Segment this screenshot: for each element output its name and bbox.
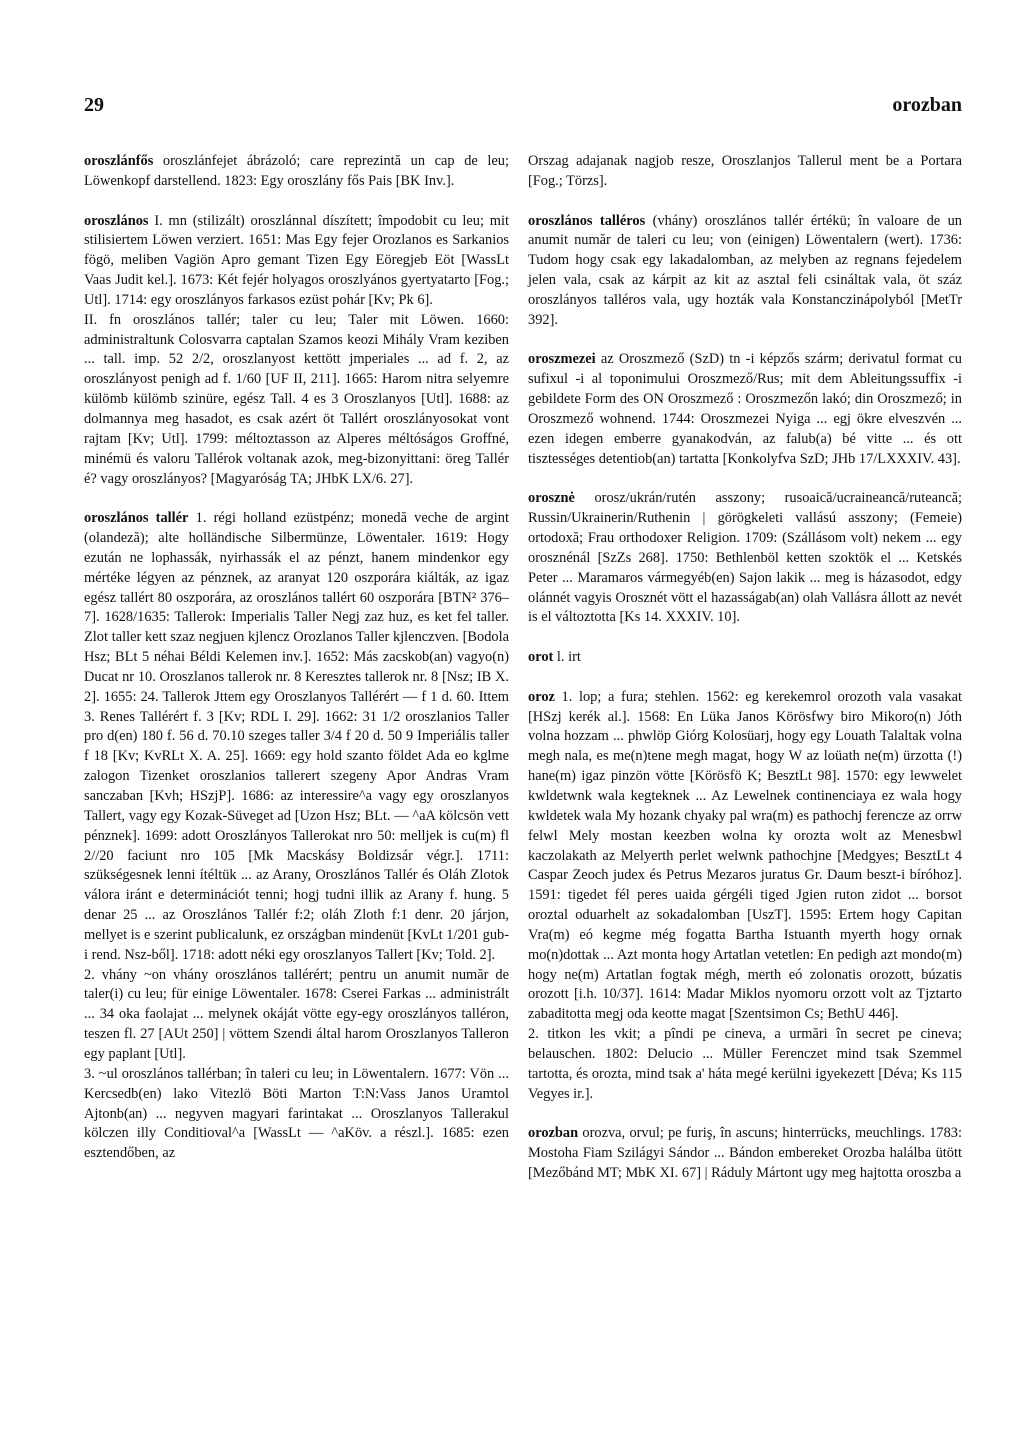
- entry-continuation: [528, 152, 962, 192]
- entry-orozban: [528, 1124, 962, 1184]
- entry-oroz: [528, 688, 962, 1025]
- definition: l. irt: [556, 649, 581, 666]
- headword: orozban: [528, 1125, 579, 1142]
- entry-oroszlanos-taller: [84, 509, 509, 965]
- entry-oroszlanos-talleros: [528, 212, 962, 331]
- entry-oroszlanos: [84, 212, 509, 311]
- definition: 2. vhány ~on vhány oroszlános tallérért; pentru un anumit număr de taler(i) cu leu; für einige Löwentaler. 1678: Cserei Farkas ... administrált ... 34 oka faolajat ... melynek okáját vötte egy-egy oroszlányos talléron, teszen fl. 27 [AUt 250] | vöttem Szendi által harom Oroszlanyos Talleron egy paplant [Utl].: [84, 966, 509, 1062]
- entry-oroszlanos-taller-sense-3: [84, 1065, 509, 1164]
- definition: 1. régi holland ezüstpénz; monedă veche de argint (olandeză); alte holländische Silbermünze, Löwentaler. 1619: Hogy ezután ne lophassák, nyirhassák el az pénzt, hanem mindenkor egy mértéke légyen az pénznek, az aranyat 120 oszporára kiálták, az igaz egész tallért 80 oszporára, az oroszlános tallért 60 oszporára [BTN² 376–7]. 1628/1635: Tallerok: Imperialis Taller Negj zaz huz, es ket fel taller. Zlot taller kett szaz negjuen kjlencz Orozlanos Taller kjlenczven. [Bodola Hsz; BLt 5 néhai Béldi Kelemen inv.]. 1652: Más zacskob(an) vagyo(n) Ducat nr 10. Oroszlanos tallerok nr. 8 Keresztes tallerok nr. 8 [Nsz; IB X. 2]. 1655: 24. Tallerok Jttem egy Oroszlanyos Tallérért — f 1 d. 60. Ittem 3. Renes Tallérért f. 3 [Kv; RDL I. 29]. 1662: 31 1/2 oroszlanios Taller pro d(en) 180 f. 56 d. 70.10 szeges taller 3/4 f 20 d. 50 9 Imperiális taller f 18 [Kv; KvRLt X. A. 25]. 1669: egy hold szanto földet Ada eo kglme zalogon Tizenket oroszlanios tallerert szegeny Apor Andras Vram sanczaban [Kvh; HSzjP]. 1686: az interessire^a vagy egy oroszlanyos Tallert, vagy egy Kozak-Süveget ad [Uzon Hsz; BLt. — ^aA kölcsön vett pénznek]. 1699: adott Oroszlányos Tallerokat nro 50: melljek is cu(m) fl 2//20 faciunt nro 105 [Mk Macskásy Boldizsár végr.]. 1711: szükségesnek lenni ítéltük ... az Arany, Oroszlános Tallér és Oláh Zlotok válora iránt e determinációt tenni; hogj tudni illik az Arany f. hung. 5 denar 25 ... az Oroszlános Tallér f:2; oláh Zloth f:1 denr. 20 járjon, mellyet is e szerint publicalunk, ez országban mindenüt [KvLt 1/201 gub-i rend. Nsz-ből]. 1718: adott néki egy oroszlanyos Tallert [Kv; Told. 2].: [84, 510, 509, 963]
- headword: oroszlános talléros: [528, 212, 646, 229]
- headword: orosznė: [528, 490, 575, 507]
- definition: I. mn (stilizált) oroszlánnal díszített; împodobit cu leu; mit stilisiertem Löwen verziert. 1651: Mas Egy fejer Orozlanos es Sarkanios fögö, meliben Vagiön Apro gemant Tizen Egy Eöregjeb Eöt [WassLt Vaas Judit kel.]. 1673: Két fejér holyagos oroszlyános gyertyatarto [Fog.; Utl]. 1714: egy oroszlányos farkasos ezüst pohár [Kv; Pk 6].: [84, 212, 509, 308]
- entry-oroszlanos-taller-sense-2: [84, 966, 509, 1065]
- entry-oroszmezei: [528, 350, 962, 469]
- definition: II. fn oroszlános tallér; taler cu leu; Taler mit Löwen. 1660: administraltunk Colosvarra captalan Szamos keozi Mihály Vram keziben ... tall. imp. 52 2/2, oroszlanyost kettött jmperiales ... ad f. 2, az oroszlányost penigh ad f. 1/60 [UF II, 211]. 1665: Harom nitra selyemre külömb külömb szinüre, egész Tall. 4 es 3 Oroszlanyos [Utl]. 1688: az dolmannya meg hasadot, es csak azért öt Tallért oroszlányosokat vont rajtam [Kv; Utl]. 1799: méltoztasson az Alperes méltóságos Groffné, minémü és valoru Tallérok voltanak azok, meg-bizonyittani: öreg Tallér é? vagy oroszlányos? [Magyaróság TA; JHbK LX/6. 27].: [84, 311, 509, 487]
- definition: 3. ~ul oroszlános tallérban; în taleri cu leu; in Löwentalern. 1677: Vön ... Kercsedb(en) lako Vitezlö Böti Marton T:N:Vass Janos Uramtol Ajtonb(an) ... negyven magyari farintakat ... Oroszlanyos Tallerakul kölczen illy Conditioval^a [WassLt — ^aKöv. a részl.]. 1685: ezen esztendőben, az: [84, 1065, 509, 1162]
- headword: orot: [528, 649, 554, 666]
- left-column: [84, 152, 509, 1164]
- entry-orot: [528, 648, 962, 668]
- definition: orosz/ukrán/rutén asszony; rusoaică/ucraineancă/ruteancă; Russin/Ukrainerin/Ruthenin | görögkeleti vallású asszony; (Femeie) ortodoxă; Frau orthodoxer Religion. 1709: (Szállásom volt) nekem ... egy orosznénál [SzZs 268]. 1750: Bethlenböl ketten szoktök el ... Ketskés Peter ... Maramaros vármegyéb(en) Sajon lakik ... meg is házasodot, edgy olánnét vagyis Orosznét vött el hazasságab(an) olah Vallásra állott az nevét is el változtotta [Ks 14. XXXIV. 10].: [528, 490, 962, 626]
- definition: Orszag adajanak nagjob resze, Oroszlanjos Tallerul ment be a Portara [Fog.; Törzs].: [528, 153, 962, 189]
- definition: 2. titkon les vkit; a pîndi pe cineva, a urmări în secret pe cineva; belauschen. 1802: Delucio ... Müller Ferenczet mind tsak Szemmel tartotta, és orozta, mind tsak a' háta megé kerülni igyekezett [Déva; Ks 115 Vegyes ir.].: [528, 1026, 962, 1102]
- entry-oroszlanos-sense-2: [84, 311, 509, 490]
- headword: oroszlános: [84, 212, 149, 229]
- right-column: [528, 152, 962, 1184]
- running-head: orozban: [892, 94, 962, 116]
- page-number: 29: [84, 94, 104, 116]
- definition: 1. lop; a fura; stehlen. 1562: eg kerekemrol orozoth vala vasakat [HSzj kerék al.]. 1568: En Lüka Janos Körösfwy biro Mikoro(n) Jóth volna hozzam ... phwlöp Giórg Kolosüarj, hogy egy Louath Talaltak volna megh nala, es me(n)tene megh magat, hogy W az loüath ne(m) ürzotta (!) hane(m) igaz pinzön vötte [Körösfö K; BesztLt 98]. 1570: egy lewwelet kwldetwnk wala kegteknek ... Az Lewelnek continenciaya ez wala hogy kwldetek wala My hozank chyaky pal wra(m) es pathochj ferencze az orrw felwl Mely mostan keezben wolna ky orozta wolt az Menesbwl kaczolakath az Melyerth perlet welwnk pathochjne [Medgyes; BesztLt 4 Caspar Zeoch judex és Petrus Mezaros juratus Gr. Daum beszt-i bíróhoz]. 1591: tigedet fél peres uaida gérgéli tiged Jgien ruton zidot ... borsot oroztal oduarhelt az sokadalomban [UszT]. 1595: Ertem hogy Capitan Vra(m) eó kegme még fogatta Bartha Istuanth myerth hogy ornak mo(n)dottak ... Azt monta hogy Artatlan vetetlen: En pedigh azt mondo(m) hogy ne(m) Artatlan fogtak mégh, merth eó zolonatis orozott, búzatis orozott [i.h. 10/37]. 1614: Madar Miklos nyomoru orzott volt az Tjztarto zabaditotta megj oda keotte magat [Szentsimon Cs; BethU 446].: [528, 688, 962, 1023]
- headword: oroszlánfős: [84, 153, 154, 169]
- headword: oroszlános tallér: [84, 510, 189, 527]
- entry-oroszlanfos: [84, 152, 509, 192]
- definition: az Oroszmező (SzD) tn -i képzős szárm; derivatul format cu sufixul -i al toponimului Oroszmező/Rus; mit dem Ableitungssuffix -i gebildete Form des ON Oroszmező : Oroszmezőn lakó; din Oroszmező; in Oroszmező wohnend. 1744: Oroszmezei Nyiga ... egj ökre elveszvén ... ezen idegen emberre gyanakodván, az falub(a) bé vitte ... és ott tisztességes detentiob(an) tartatta [Konkolyfva SzD; JHb 17/LXXXIV. 43].: [528, 351, 962, 467]
- definition: (vhány) oroszlános tallér értékü; în valoare de un anumit număr de taleri cu leu; von (einigen) Löwentalern (wert). 1736: Tudom hogy csak egy lakadalomban, az melyben az regnans fejedelem jelen vala, csak az kárpit az kit az asztal feli csináltak vala, öt száz oroszlányos talléros vala, ugy hozták vala Konstanczinápolyból [MetTr 392].: [528, 212, 963, 328]
- definition: orozva, orvul; pe furiş, în ascuns; hinterrücks, meuchlings. 1783: Mostoha Fiam Szilágyi Sándor ... Bándon embereket Orozba halálba ütött [Mezőbánd MT; MbK XI. 67] | Ráduly Mártont ugy meg hajtotta oroszba a: [528, 1125, 962, 1182]
- entry-oroszne: [528, 489, 962, 628]
- headword: oroszmezei: [528, 351, 596, 368]
- definition: oroszlánfejet ábrázoló; care reprezintă un cap de leu; Löwenkopf darstellend. 1823: Egy oroszlány fős Pais [BK Inv.].: [84, 153, 509, 189]
- headword: oroz: [528, 688, 555, 705]
- entry-oroz-sense-2: [528, 1025, 962, 1104]
